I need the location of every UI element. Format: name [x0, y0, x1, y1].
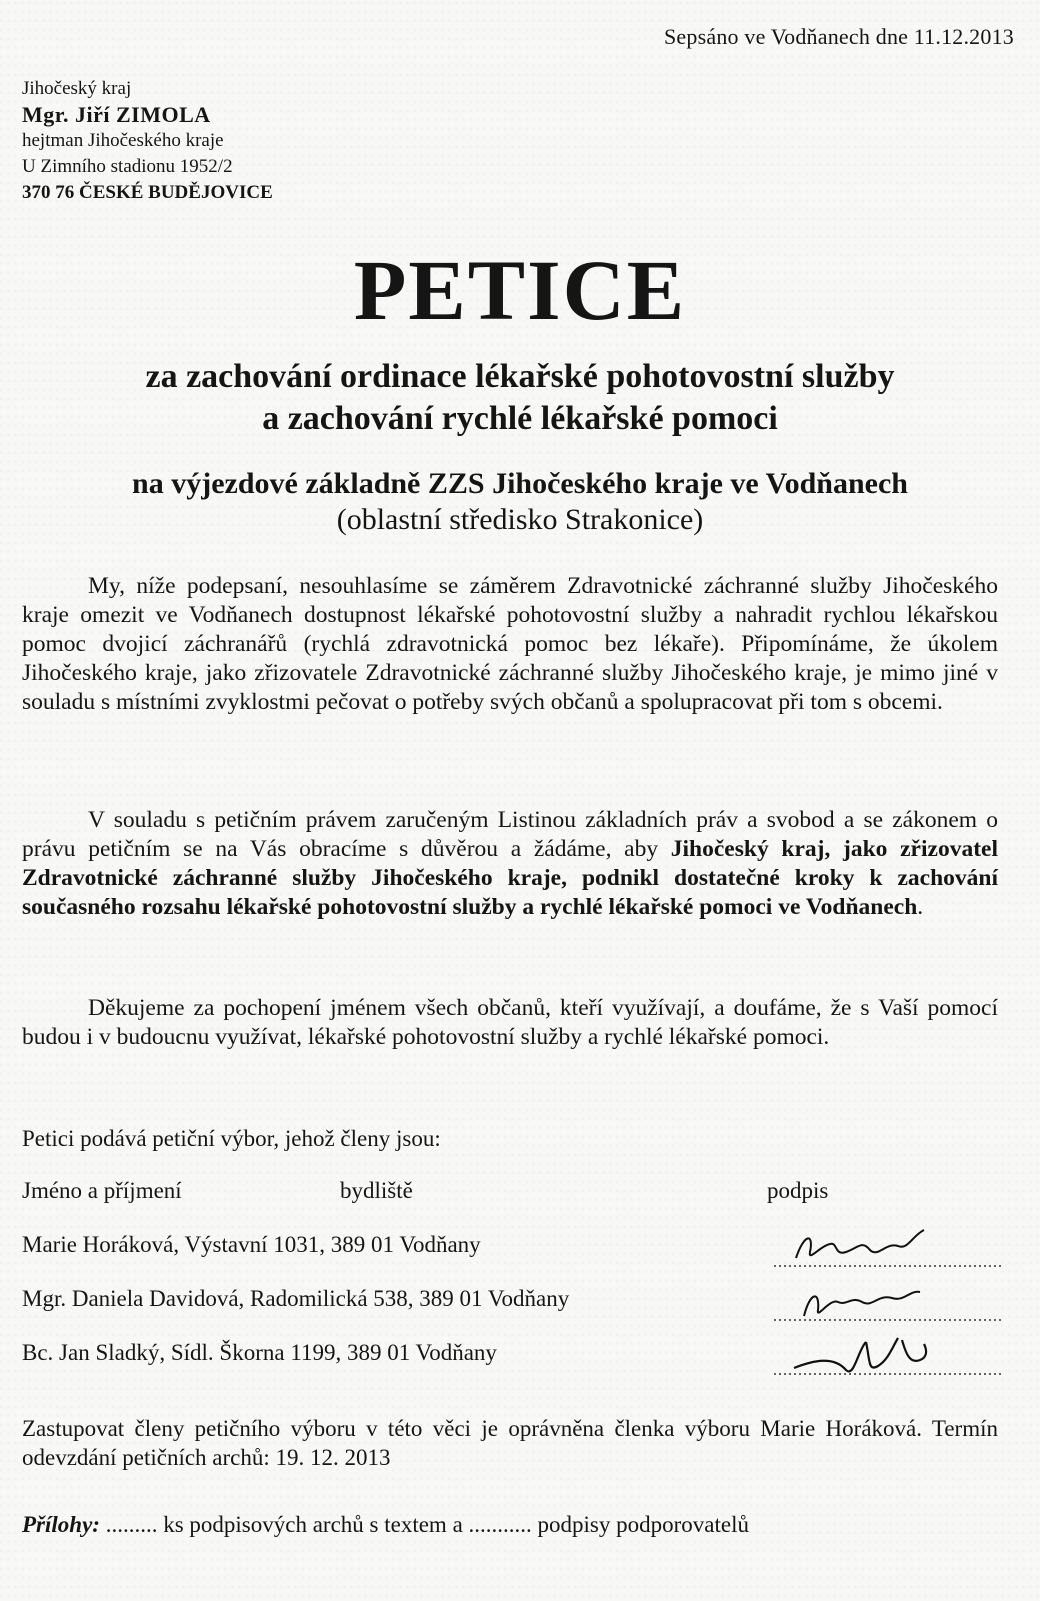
- attachments-text: ......... ks podpisových archů s textem a ........... podpisy podporovatelů: [105, 1512, 749, 1537]
- location-line-2: (oblastní středisko Strakonice): [336, 503, 704, 536]
- document-subtitle: [0, 356, 1040, 440]
- paragraph-request-plain: V souladu s petičním právem zaručeným Listinou základních práv a svobod a se zákonem o právu petičním se na Vás obracíme s důvěrou a žádáme, aby: [22, 807, 998, 862]
- member-details: Bc. Jan Sladký, Sídl. Škorna 1199, 389 01 Vodňany: [22, 1340, 497, 1365]
- subtitle-line-1: za zachování ordinace lékařské pohotovostní služby: [145, 358, 895, 395]
- location-heading: [0, 466, 1040, 538]
- paragraph-request: [22, 806, 998, 922]
- recipient-address: [22, 76, 273, 206]
- member-details: Mgr. Daniela Davidová, Radomilická 538, 389 01 Vodňany: [22, 1286, 570, 1311]
- paragraph-request-end: .: [917, 894, 924, 920]
- members-table-header: [22, 1178, 1022, 1212]
- address-line-street: U Zimního stadionu 1952/2: [22, 156, 233, 177]
- subtitle-line-2: a zachování rychlé lékařské pomoci: [262, 400, 778, 437]
- paragraph-request-bold: Jihočeský kraj, jako zřizovatel Zdravotnické záchranné služby Jihočeského kraje, podnikl dostatečné kroky k zachování současného rozsahu lékařské pohotovostní služby a rychlé lékařské pomoci ve Vodňanech: [22, 836, 998, 920]
- handwritten-signature-3: [774, 1330, 1004, 1382]
- paragraph-objection: My, níže podepsaní, nesouhlasíme se záměrem Zdravotnické záchranné služby Jihočeského kraje omezit ve Vodňanech dostupnost lékařské pohotovostní služby a nahradit rychlou lékařskou pomoc dvojicí záchranářů (rychlá zdravotnická pomoc bez lékaře). Připomínáme, že úkolem Jihočeského kraje, jako zřizovatele Zdravotnické záchranné služby Jihočeského kraje, je mimo jiné v souladu s místními zvyklostmi pečovat o potřeby svých občanů a spolupracovat při tom s obcemi.: [22, 573, 998, 715]
- member-row: [22, 1276, 1022, 1326]
- paragraph-thanks: Děkujeme za pochopení jménem všech občanů, kteří využívají, a doufáme, že s Vaší pomocí budou i v budoucnu využívat, lékařské pohotovostní služby a rychlé lékařské pomoci.: [22, 995, 998, 1050]
- handwritten-signature-1: [774, 1222, 1004, 1274]
- address-line-region: Jihočeský kraj: [22, 78, 132, 99]
- member-details: Marie Horáková, Výstavní 1031, 389 01 Vodňany: [22, 1232, 481, 1257]
- location-line-1: na výjezdové základně ZZS Jihočeského kraje ve Vodňanech: [132, 467, 908, 500]
- committee-intro: Petici podává petiční výbor, jehož členy jsou:: [22, 1126, 441, 1151]
- member-row: [22, 1222, 1022, 1272]
- column-address-header: bydliště: [340, 1178, 413, 1203]
- document-title: PETICE: [353, 242, 687, 338]
- address-line-recipient-name: Mgr. Jiří ZIMOLA: [22, 102, 211, 127]
- attachments-line: [22, 1512, 749, 1538]
- dateline: Sepsáno ve Vodňanech dne 11.12.2013: [664, 24, 1014, 49]
- column-name-header: Jméno a příjmení: [22, 1178, 182, 1203]
- attachments-label: Přílohy:: [22, 1512, 100, 1537]
- handwritten-signature-2: [774, 1276, 1004, 1328]
- column-signature-header: podpis: [767, 1178, 829, 1203]
- representative-note: Zastupovat členy petičního výboru v této věci je oprávněna členka výboru Marie Horáková. Termín odevzdání petičních archů: 19. 12. 2013: [22, 1416, 998, 1470]
- member-row: [22, 1330, 1022, 1380]
- address-line-city: 370 76 ČESKÉ BUDĚJOVICE: [22, 182, 273, 203]
- address-line-position: hejtman Jihočeského kraje: [22, 130, 224, 151]
